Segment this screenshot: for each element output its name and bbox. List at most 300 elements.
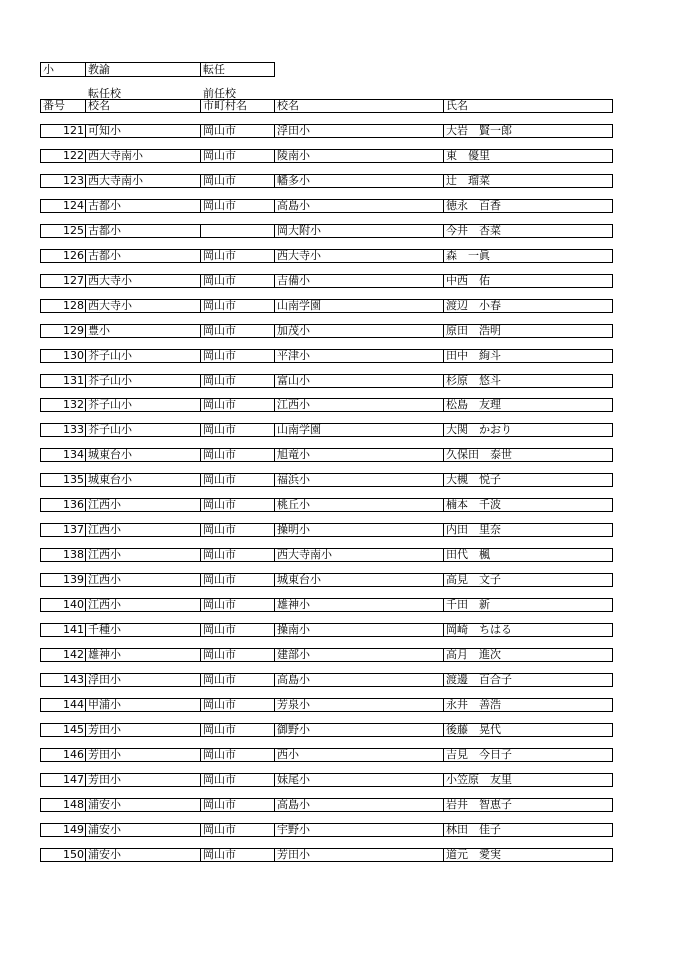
divider [274, 849, 275, 861]
row-prev-school: 岡大附小 [277, 225, 321, 237]
divider [200, 300, 201, 312]
row-school: 古都小 [88, 200, 121, 212]
row-name: 杉原 悠斗 [446, 375, 501, 387]
row-name: 永井 善浩 [446, 699, 501, 711]
divider [443, 225, 444, 237]
row-prev-school: 幡多小 [277, 175, 310, 187]
divider [274, 200, 275, 212]
row-name: 内田 里奈 [446, 524, 501, 536]
row-prev-school: 宇野小 [277, 824, 310, 836]
divider [443, 549, 444, 561]
divider [443, 325, 444, 337]
divider [200, 549, 201, 561]
row-city: 岡山市 [203, 749, 236, 761]
row-prev-school: 吉備小 [277, 275, 310, 287]
row-prev-school: 陵南小 [277, 150, 310, 162]
row-number: 133 [63, 424, 84, 436]
row-prev-school: 操明小 [277, 524, 310, 536]
row-school: 雄神小 [88, 649, 121, 661]
divider [85, 150, 86, 162]
divider [274, 100, 275, 112]
row-prev-school: 妹尾小 [277, 774, 310, 786]
row-number: 130 [63, 350, 84, 362]
row-prev-school: 西大寺南小 [277, 549, 332, 561]
divider [274, 799, 275, 811]
divider [85, 350, 86, 362]
divider [200, 175, 201, 187]
row-city: 岡山市 [203, 275, 236, 287]
divider [85, 424, 86, 436]
divider [443, 524, 444, 536]
row-prev-school: 城東台小 [277, 574, 321, 586]
row-school: 浦安小 [88, 824, 121, 836]
row-name: 久保田 泰世 [446, 449, 512, 461]
divider [200, 125, 201, 137]
divider [85, 774, 86, 786]
row-number: 128 [63, 300, 84, 312]
row-city: 岡山市 [203, 175, 236, 187]
divider [200, 749, 201, 761]
row-prev-school: 山南学園 [277, 300, 321, 312]
header-prev-school: 校名 [277, 100, 299, 112]
position-label: 教諭 [88, 63, 110, 76]
divider [85, 549, 86, 561]
row-school: 浦安小 [88, 849, 121, 861]
divider [85, 499, 86, 511]
divider [200, 574, 201, 586]
divider [85, 250, 86, 262]
row-name: 大岩 賢一郎 [446, 125, 512, 137]
row-number: 134 [63, 449, 84, 461]
row-name: 岩井 智恵子 [446, 799, 512, 811]
table-row [40, 748, 613, 762]
table-row [40, 498, 613, 512]
divider [85, 649, 86, 661]
row-school: 芥子山小 [88, 350, 132, 362]
divider [200, 799, 201, 811]
divider [200, 524, 201, 536]
divider [200, 150, 201, 162]
row-number: 140 [63, 599, 84, 611]
row-school: 江西小 [88, 499, 121, 511]
row-school: 芥子山小 [88, 375, 132, 387]
row-city: 岡山市 [203, 624, 236, 636]
divider [274, 449, 275, 461]
row-number: 141 [63, 624, 84, 636]
category-label: 転任 [203, 63, 225, 76]
row-city: 岡山市 [203, 699, 236, 711]
divider [443, 399, 444, 411]
table-row [40, 698, 613, 712]
divider [200, 724, 201, 736]
divider [274, 225, 275, 237]
row-number: 146 [63, 749, 84, 761]
divider [200, 474, 201, 486]
row-city: 岡山市 [203, 350, 236, 362]
row-city: 岡山市 [203, 375, 236, 387]
divider [85, 125, 86, 137]
table-row [40, 523, 613, 537]
row-school: 古都小 [88, 250, 121, 262]
divider [443, 125, 444, 137]
table-row [40, 773, 613, 787]
divider [274, 150, 275, 162]
row-number: 127 [63, 275, 84, 287]
divider [274, 474, 275, 486]
divider [200, 624, 201, 636]
row-city: 岡山市 [203, 449, 236, 461]
row-city: 岡山市 [203, 250, 236, 262]
divider [85, 599, 86, 611]
row-name: 林田 佳子 [446, 824, 501, 836]
school-type-label: 小 [43, 63, 54, 76]
table-row [40, 798, 613, 812]
divider [274, 649, 275, 661]
divider [274, 574, 275, 586]
header-number: 番号 [43, 100, 65, 112]
table-row [40, 598, 613, 612]
divider [274, 399, 275, 411]
row-school: 芳田小 [88, 749, 121, 761]
divider [85, 724, 86, 736]
row-school: 西大寺南小 [88, 175, 143, 187]
row-name: 道元 愛実 [446, 849, 501, 861]
row-city: 岡山市 [203, 325, 236, 337]
previous-school-subheader: 前任校 [203, 87, 236, 100]
divider [200, 250, 201, 262]
divider [443, 574, 444, 586]
divider [200, 824, 201, 836]
row-name: 原田 浩明 [446, 325, 501, 337]
row-name: 田代 楓 [446, 549, 490, 561]
row-name: 大槻 悦子 [446, 474, 501, 486]
divider [274, 549, 275, 561]
divider [200, 325, 201, 337]
divider [200, 699, 201, 711]
divider [274, 599, 275, 611]
divider [200, 100, 201, 112]
divider [443, 474, 444, 486]
divider [85, 624, 86, 636]
row-name: 辻 瑠菜 [446, 175, 490, 187]
divider [85, 200, 86, 212]
divider [274, 325, 275, 337]
row-name: 高月 進次 [446, 649, 501, 661]
divider [443, 275, 444, 287]
table-row [40, 548, 613, 562]
row-name: 岡崎 ちはる [446, 624, 512, 636]
divider [85, 300, 86, 312]
divider [443, 849, 444, 861]
row-city: 岡山市 [203, 474, 236, 486]
divider [274, 524, 275, 536]
row-prev-school: 加茂小 [277, 325, 310, 337]
row-prev-school: 山南学園 [277, 424, 321, 436]
divider [85, 749, 86, 761]
row-prev-school: 浮田小 [277, 125, 310, 137]
row-school: 城東台小 [88, 474, 132, 486]
divider [443, 424, 444, 436]
row-city: 岡山市 [203, 300, 236, 312]
header-city: 市町村名 [203, 100, 247, 112]
divider [274, 175, 275, 187]
row-school: 江西小 [88, 599, 121, 611]
divider [200, 649, 201, 661]
table-row [40, 398, 613, 412]
divider [200, 350, 201, 362]
column-header-row [40, 99, 613, 113]
row-number: 126 [63, 250, 84, 262]
row-name: 後藤 晃代 [446, 724, 501, 736]
table-row [40, 199, 613, 213]
row-name: 大関 かおり [446, 424, 512, 436]
row-school: 西大寺南小 [88, 150, 143, 162]
row-prev-school: 平津小 [277, 350, 310, 362]
divider [443, 175, 444, 187]
row-number: 143 [63, 674, 84, 686]
table-row [40, 274, 613, 288]
divider [85, 399, 86, 411]
divider [85, 849, 86, 861]
divider [200, 674, 201, 686]
table-row [40, 573, 613, 587]
row-school: 芥子山小 [88, 399, 132, 411]
row-name: 楠本 千波 [446, 499, 501, 511]
row-name: 小笠原 友里 [446, 774, 512, 786]
divider [443, 749, 444, 761]
row-prev-school: 西大寺小 [277, 250, 321, 262]
divider [274, 350, 275, 362]
row-name: 森 一眞 [446, 250, 490, 262]
row-prev-school: 旭竜小 [277, 449, 310, 461]
header-school: 校名 [88, 100, 110, 112]
divider [443, 799, 444, 811]
divider [274, 749, 275, 761]
row-name: 千田 新 [446, 599, 490, 611]
table-row [40, 249, 613, 263]
divider [274, 250, 275, 262]
divider [200, 375, 201, 387]
table-row [40, 324, 613, 338]
divider [443, 824, 444, 836]
divider [200, 449, 201, 461]
divider [200, 849, 201, 861]
row-city: 岡山市 [203, 774, 236, 786]
row-name: 渡邊 百合子 [446, 674, 512, 686]
row-school: 古都小 [88, 225, 121, 237]
row-city: 岡山市 [203, 574, 236, 586]
row-prev-school: 江西小 [277, 399, 310, 411]
row-city: 岡山市 [203, 549, 236, 561]
divider [85, 275, 86, 287]
row-number: 122 [63, 150, 84, 162]
row-school: 西大寺小 [88, 275, 132, 287]
divider [443, 774, 444, 786]
table-row [40, 423, 613, 437]
row-prev-school: 高島小 [277, 200, 310, 212]
divider [200, 275, 201, 287]
row-school: 浦安小 [88, 799, 121, 811]
divider [200, 774, 201, 786]
row-number: 129 [63, 325, 84, 337]
divider [85, 524, 86, 536]
row-prev-school: 芳田小 [277, 849, 310, 861]
divider [274, 624, 275, 636]
row-number: 138 [63, 549, 84, 561]
row-city: 岡山市 [203, 674, 236, 686]
row-prev-school: 桃丘小 [277, 499, 310, 511]
row-prev-school: 御野小 [277, 724, 310, 736]
table-row [40, 374, 613, 388]
row-number: 136 [63, 499, 84, 511]
row-prev-school: 高島小 [277, 799, 310, 811]
table-row [40, 174, 613, 188]
divider [274, 275, 275, 287]
row-school: 西大寺小 [88, 300, 132, 312]
divider [85, 63, 86, 76]
divider [274, 424, 275, 436]
divider [443, 724, 444, 736]
divider [274, 774, 275, 786]
table-row [40, 299, 613, 313]
row-prev-school: 雄神小 [277, 599, 310, 611]
row-school: 芥子山小 [88, 424, 132, 436]
divider [85, 100, 86, 112]
row-prev-school: 建部小 [277, 649, 310, 661]
row-number: 149 [63, 824, 84, 836]
row-prev-school: 西小 [277, 749, 299, 761]
row-city: 岡山市 [203, 424, 236, 436]
divider [443, 250, 444, 262]
divider [274, 724, 275, 736]
row-city [203, 225, 273, 237]
divider [443, 499, 444, 511]
row-number: 145 [63, 724, 84, 736]
row-name: 田中 絢斗 [446, 350, 501, 362]
row-school: 甲浦小 [88, 699, 121, 711]
row-school: 江西小 [88, 524, 121, 536]
row-school: 可知小 [88, 125, 121, 137]
row-city: 岡山市 [203, 649, 236, 661]
divider [443, 350, 444, 362]
table-row [40, 823, 613, 837]
row-city: 岡山市 [203, 200, 236, 212]
row-name: 徳永 百香 [446, 200, 501, 212]
row-name: 松島 友理 [446, 399, 501, 411]
table-row [40, 224, 613, 238]
divider [443, 699, 444, 711]
category-header-box [40, 62, 275, 77]
row-number: 150 [63, 849, 84, 861]
divider [274, 300, 275, 312]
divider [85, 325, 86, 337]
divider [274, 824, 275, 836]
table-row [40, 124, 613, 138]
table-row [40, 648, 613, 662]
divider [443, 375, 444, 387]
transfer-school-subheader: 転任校 [88, 87, 121, 100]
divider [200, 200, 201, 212]
divider [200, 599, 201, 611]
divider [85, 375, 86, 387]
row-school: 江西小 [88, 574, 121, 586]
row-number: 147 [63, 774, 84, 786]
divider [443, 674, 444, 686]
row-city: 岡山市 [203, 599, 236, 611]
row-number: 132 [63, 399, 84, 411]
divider [200, 499, 201, 511]
table-row [40, 848, 613, 862]
row-school: 城東台小 [88, 449, 132, 461]
divider [200, 424, 201, 436]
divider [85, 574, 86, 586]
divider [85, 824, 86, 836]
divider [274, 674, 275, 686]
table-row [40, 473, 613, 487]
row-city: 岡山市 [203, 524, 236, 536]
row-name: 今井 杏菜 [446, 225, 501, 237]
row-number: 131 [63, 375, 84, 387]
row-school: 千種小 [88, 624, 121, 636]
divider [200, 225, 201, 237]
divider [85, 175, 86, 187]
row-name: 高見 文子 [446, 574, 501, 586]
row-prev-school: 福浜小 [277, 474, 310, 486]
row-school: 江西小 [88, 549, 121, 561]
divider [443, 200, 444, 212]
row-city: 岡山市 [203, 724, 236, 736]
divider [443, 300, 444, 312]
row-number: 144 [63, 699, 84, 711]
divider [274, 375, 275, 387]
row-city: 岡山市 [203, 150, 236, 162]
row-city: 岡山市 [203, 399, 236, 411]
row-name: 中西 佑 [446, 275, 490, 287]
row-school: 豊小 [88, 325, 110, 337]
row-number: 135 [63, 474, 84, 486]
divider [274, 699, 275, 711]
table-row [40, 623, 613, 637]
divider [200, 399, 201, 411]
divider [200, 63, 201, 76]
table-row [40, 723, 613, 737]
row-prev-school: 富山小 [277, 375, 310, 387]
table-row [40, 673, 613, 687]
divider [443, 649, 444, 661]
divider [85, 799, 86, 811]
divider [85, 474, 86, 486]
row-school: 芳田小 [88, 724, 121, 736]
row-name: 渡辺 小春 [446, 300, 501, 312]
divider [443, 599, 444, 611]
row-prev-school: 高島小 [277, 674, 310, 686]
row-school: 芳田小 [88, 774, 121, 786]
row-number: 139 [63, 574, 84, 586]
header-name: 氏名 [446, 100, 468, 112]
table-row [40, 149, 613, 163]
row-city: 岡山市 [203, 824, 236, 836]
row-number: 123 [63, 175, 84, 187]
divider [274, 125, 275, 137]
divider [85, 674, 86, 686]
row-city: 岡山市 [203, 799, 236, 811]
row-number: 148 [63, 799, 84, 811]
divider [85, 699, 86, 711]
divider [443, 100, 444, 112]
row-prev-school: 芳泉小 [277, 699, 310, 711]
divider [85, 225, 86, 237]
row-name: 東 優里 [446, 150, 490, 162]
